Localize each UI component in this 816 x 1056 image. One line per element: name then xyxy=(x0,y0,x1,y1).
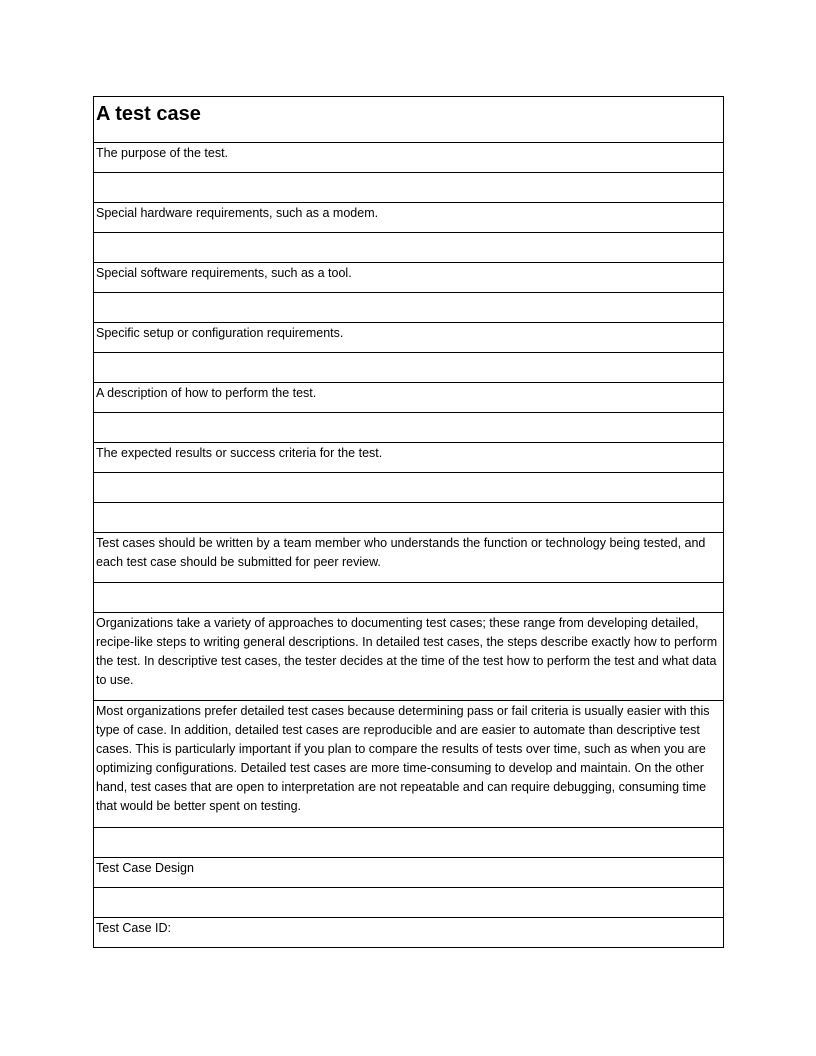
blank-cell xyxy=(94,413,724,443)
table-row xyxy=(94,233,724,263)
test-case-id-label: Test Case ID: xyxy=(94,918,724,948)
blank-cell xyxy=(94,173,724,203)
test-case-design-label: Test Case Design xyxy=(94,858,724,888)
blank-cell xyxy=(94,293,724,323)
table-row xyxy=(94,583,724,613)
approaches-paragraph-cell: Organizations take a variety of approaches to documenting test cases; these range from developing detailed, recipe-like steps to writing general descriptions. In detailed test cases, the steps describe exactly how to perform the test. In descriptive test cases, the tester decides at the time of the test how to perform the test and what data to use. xyxy=(94,613,724,701)
table-row xyxy=(94,443,724,473)
test-description-cell: A description of how to perform the test. xyxy=(94,383,724,413)
table-row xyxy=(94,263,724,293)
purpose-cell: The purpose of the test. xyxy=(94,143,724,173)
blank-cell xyxy=(94,233,724,263)
expected-results-cell: The expected results or success criteria for the test. xyxy=(94,443,724,473)
hardware-requirements-cell: Special hardware requirements, such as a modem. xyxy=(94,203,724,233)
table-row xyxy=(94,203,724,233)
title-row xyxy=(94,97,724,143)
table-row xyxy=(94,323,724,353)
blank-cell xyxy=(94,583,724,613)
table-row xyxy=(94,828,724,858)
table-row xyxy=(94,413,724,443)
table-row xyxy=(94,918,724,948)
table-row xyxy=(94,173,724,203)
test-case-table xyxy=(93,96,724,948)
software-requirements-cell: Special software requirements, such as a tool. xyxy=(94,263,724,293)
blank-cell xyxy=(94,353,724,383)
table-row xyxy=(94,473,724,503)
table-row xyxy=(94,143,724,173)
table-row xyxy=(94,293,724,323)
table-row xyxy=(94,533,724,583)
table-row xyxy=(94,353,724,383)
table-row xyxy=(94,503,724,533)
document-title: A test case xyxy=(94,97,724,143)
detailed-cases-paragraph-cell: Most organizations prefer detailed test cases because determining pass or fail criteria is usually easier with this type of case. In addition, detailed test cases are reproducible and are easier to automate than descriptive test cases. This is particularly important if you plan to compare the results of tests over time, such as when you are optimizing configurations. Detailed test cases are more time-consuming to develop and maintain. On the other hand, test cases that are open to interpretation are not repeatable and can require debugging, consuming time that would be better spent on testing. xyxy=(94,701,724,828)
table-row xyxy=(94,613,724,701)
blank-cell xyxy=(94,473,724,503)
blank-cell xyxy=(94,888,724,918)
table-row xyxy=(94,701,724,828)
setup-requirements-cell: Specific setup or configuration requirements. xyxy=(94,323,724,353)
table-row xyxy=(94,858,724,888)
authoring-guidance-cell: Test cases should be written by a team member who understands the function or technology being tested, and each test case should be submitted for peer review. xyxy=(94,533,724,583)
blank-cell xyxy=(94,503,724,533)
table-row xyxy=(94,888,724,918)
table-row xyxy=(94,383,724,413)
blank-cell xyxy=(94,828,724,858)
